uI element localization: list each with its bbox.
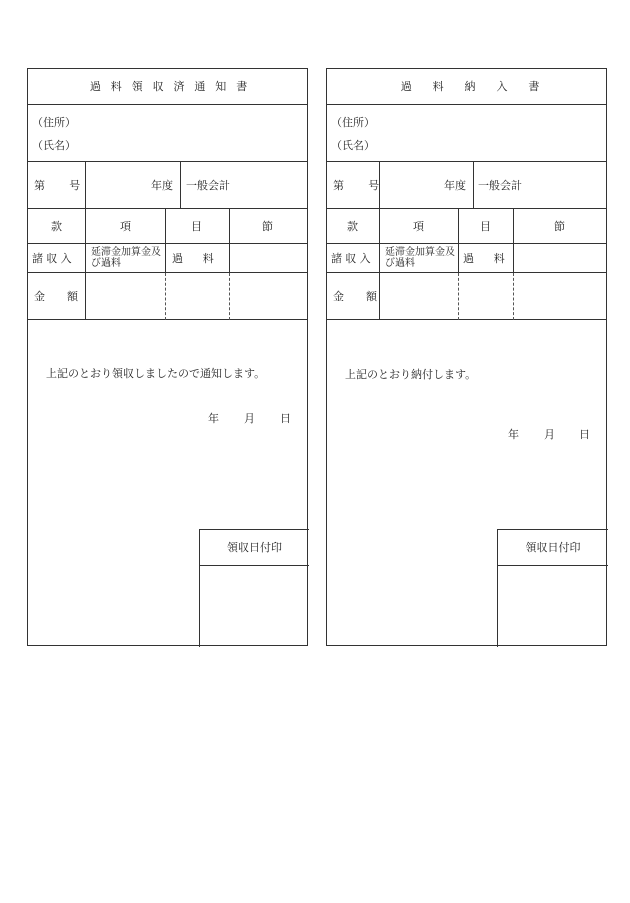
left-item-row (28, 244, 307, 273)
right-div-1 (379, 162, 380, 320)
right-amount-row (327, 273, 606, 320)
right-amount-label: 金 額 (333, 290, 383, 303)
right-address-row (327, 105, 606, 162)
left-form (27, 68, 308, 646)
right-form-title: 過料納入書 (400, 80, 561, 93)
left-account-label: 一般会計 (186, 179, 230, 192)
left-address-label: （住所） (32, 116, 76, 129)
right-row-kou: 延滞金加算金及び過料 (385, 247, 455, 269)
right-date-year: 年 (508, 428, 519, 441)
right-address-label: （住所） (331, 116, 375, 129)
right-stamp-box (497, 529, 608, 647)
left-row-moku: 過 料 (172, 252, 219, 265)
left-dash-2 (229, 273, 230, 320)
left-div-2 (165, 209, 166, 273)
right-date-day: 日 (579, 428, 590, 441)
right-account-label: 一般会計 (478, 179, 522, 192)
left-row-kan: 諸収入 (32, 252, 75, 265)
left-stamp-box (199, 529, 309, 647)
left-title-row (28, 69, 307, 105)
left-form-title: 過料領収済通知書 (89, 80, 258, 93)
right-header-moku: 目 (480, 220, 491, 233)
left-dash-1 (165, 273, 166, 320)
right-number-row (327, 162, 606, 209)
left-row-kou: 延滞金加算金及び過料 (91, 247, 161, 269)
right-header-kan: 款 (347, 220, 358, 233)
left-date-day: 日 (280, 412, 291, 425)
left-stamp-label: 領収日付印 (227, 541, 282, 554)
right-div-2 (458, 209, 459, 273)
right-header-kou: 項 (413, 220, 424, 233)
right-number-label: 第 号 (333, 179, 386, 192)
right-dash-2 (513, 273, 514, 320)
right-title-row (327, 69, 606, 105)
right-fiscal-year-label: 年度 (444, 179, 466, 192)
left-header-kou: 項 (120, 220, 131, 233)
right-header-setsu: 節 (554, 220, 565, 233)
right-item-row (327, 244, 606, 273)
right-stamp-label: 領収日付印 (525, 541, 581, 554)
right-dash-1 (458, 273, 459, 320)
right-row-kan: 諸収入 (331, 252, 374, 265)
left-div-3 (229, 209, 230, 273)
right-row-moku: 過 料 (463, 252, 510, 265)
left-div-1 (85, 162, 86, 320)
left-header-row (28, 209, 307, 244)
right-div-3 (513, 209, 514, 273)
right-message: 上記のとおり納付します。 (345, 368, 477, 381)
left-header-setsu: 節 (262, 220, 273, 233)
left-div-year (180, 162, 181, 209)
left-message: 上記のとおり領収しましたので通知します。 (46, 367, 266, 380)
right-date-month: 月 (544, 428, 555, 441)
left-date-year: 年 (208, 412, 219, 425)
right-header-row (327, 209, 606, 244)
left-amount-label: 金 額 (34, 290, 84, 303)
left-header-kan: 款 (51, 220, 62, 233)
right-div-year (473, 162, 474, 209)
left-fiscal-year-label: 年度 (151, 179, 173, 192)
left-name-label: （氏名） (32, 139, 76, 152)
left-date-month: 月 (244, 412, 255, 425)
left-header-moku: 目 (191, 220, 202, 233)
left-address-row (28, 105, 307, 162)
left-amount-row (28, 273, 307, 320)
right-name-label: （氏名） (331, 139, 375, 152)
left-number-row (28, 162, 307, 209)
right-form (326, 68, 607, 646)
left-number-label: 第 号 (34, 179, 87, 192)
